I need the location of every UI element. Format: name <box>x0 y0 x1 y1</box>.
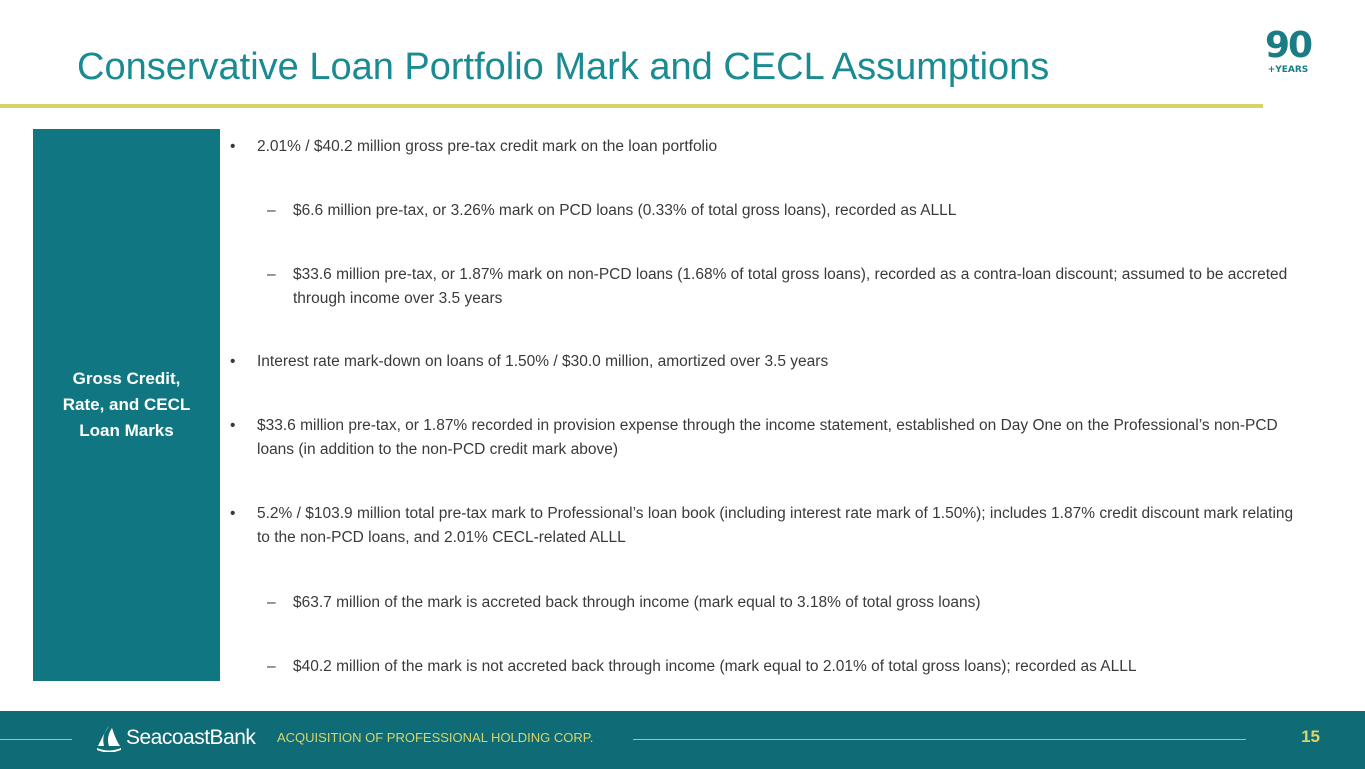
sub-bullet-item <box>230 199 1310 223</box>
seacoast-bank-logo <box>96 723 255 753</box>
footer-divider-right <box>633 739 1246 740</box>
title-divider <box>0 104 1263 108</box>
bullet-text: 5.2% / $103.9 million total pre-tax mark to Professional’s loan book (including interest rate mark of 1.50%); includes 1.87% credit discount mark relating to the non-PCD loans, and 2.01% CECL-related ALLL <box>257 505 1294 546</box>
sub-bullet-marker: ‒ <box>267 594 276 611</box>
side-panel <box>33 129 220 681</box>
bullet-marker: • <box>230 417 236 434</box>
side-panel-label: Gross Credit, Rate, and CECL Loan Marks <box>62 369 191 440</box>
brand-name: SeacoastBank <box>126 726 256 749</box>
sub-bullet-text: $6.6 million pre-tax, or 3.26% mark on PCD loans (0.33% of total gross loans), recorded as ALLL <box>293 202 957 219</box>
page-title: Conservative Loan Portfolio Mark and CECL Assumptions <box>77 46 1050 88</box>
sub-bullet-item <box>230 655 1310 679</box>
bullet-text: 2.01% / $40.2 million gross pre-tax credit mark on the loan portfolio <box>257 138 718 155</box>
anniversary-logo <box>1263 25 1313 81</box>
sub-bullet-text: $63.7 million of the mark is accreted back through income (mark equal to 3.18% of total gross loans) <box>293 594 981 611</box>
bullet-item <box>230 414 1310 462</box>
sub-bullet-item <box>230 263 1310 311</box>
sub-bullet-marker: ‒ <box>267 658 276 675</box>
anniversary-suffix: +YEARS <box>1267 65 1309 75</box>
bullet-text: Interest rate mark-down on loans of 1.50% / $30.0 million, amortized over 3.5 years <box>257 353 829 370</box>
bullet-marker: • <box>230 138 236 155</box>
sail-icon <box>96 724 122 752</box>
bullet-item <box>230 135 1310 159</box>
page-number: 15 <box>1301 727 1320 746</box>
bullet-marker: • <box>230 505 236 522</box>
footer-bar <box>0 711 1365 769</box>
anniversary-number: 90 <box>1264 25 1312 66</box>
bullet-text: $33.6 million pre-tax, or 1.87% recorded in provision expense through the income statement, established on Day One on the Professional’s non-PCD loans (in addition to the non-PCD credit mark above) <box>257 417 1278 458</box>
bullet-marker: • <box>230 353 236 370</box>
bullet-item <box>230 502 1310 550</box>
sub-bullet-marker: ‒ <box>267 266 276 283</box>
footer-caption: ACQUISITION OF PROFESSIONAL HOLDING CORP. <box>277 730 594 745</box>
sub-bullet-item <box>230 591 1310 615</box>
bullet-item <box>230 350 1310 374</box>
sub-bullet-text: $33.6 million pre-tax, or 1.87% mark on non-PCD loans (1.68% of total gross loans), recorded as a contra-loan discount; assumed to be accreted through income over 3.5 years <box>293 266 1288 307</box>
sub-bullet-text: $40.2 million of the mark is not accreted back through income (mark equal to 2.01% of total gross loans); recorded as ALLL <box>293 658 1137 675</box>
sub-bullet-marker: ‒ <box>267 202 276 219</box>
footer-divider-left <box>0 739 72 740</box>
